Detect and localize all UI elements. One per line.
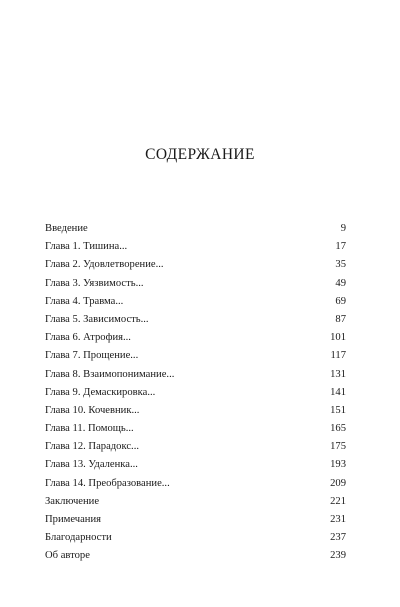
toc-entry: [45, 220, 346, 238]
toc-entry-label: Глава 3. Уязвимость...: [45, 277, 144, 289]
toc-entry-label: Глава 1. Тишина...: [45, 241, 128, 253]
toc-entry-label: Глава 5. Зависимость...: [45, 313, 149, 325]
toc-entry-label: Глава 2. Удовлетворение...: [45, 259, 164, 271]
toc-entry-label: Глава 13. Удаленка...: [45, 459, 138, 471]
toc-entry-page: 221: [330, 495, 346, 507]
toc-entry: [45, 366, 346, 384]
toc-entry: [45, 347, 346, 365]
toc-entry-label: Глава 7. Прощение...: [45, 350, 139, 362]
toc-entry-label: Глава 11. Помощь...: [45, 423, 134, 435]
toc-entry: [45, 256, 346, 274]
toc-entry: [45, 384, 346, 402]
toc-entry-page: 49: [335, 277, 346, 289]
toc-entry-label: Глава 9. Демаскировка...: [45, 386, 156, 398]
toc-entry: [45, 511, 346, 529]
toc-entry-page: 237: [330, 532, 346, 544]
toc-entry: [45, 275, 346, 293]
toc-entry-label: Заключение: [45, 495, 100, 507]
toc-entry-label: Глава 8. Взаимопонимание...: [45, 368, 175, 380]
toc-entry: [45, 493, 346, 511]
toc-entry-page: 9: [340, 223, 346, 234]
toc-entry-page: 151: [330, 404, 346, 416]
toc-entry: [45, 475, 346, 493]
toc-entry-page: 117: [330, 350, 346, 362]
toc-entry-page: 175: [330, 441, 346, 453]
toc-entry-page: 101: [330, 332, 346, 344]
toc-entry-label: Глава 10. Кочевник...: [45, 404, 140, 416]
toc-entry: [45, 293, 346, 311]
toc-entry-label: Глава 4. Травма...: [45, 295, 124, 307]
toc-entry: [45, 438, 346, 456]
toc-entry-page: 17: [335, 241, 346, 253]
toc-entry-label: Глава 14. Преобразование...: [45, 477, 170, 489]
toc-entry-page: 87: [335, 313, 346, 325]
toc-entry: [45, 456, 346, 474]
toc-entry: [45, 329, 346, 347]
toc-entry-page: 209: [330, 477, 346, 489]
toc-entry-page: 131: [330, 368, 346, 380]
toc-entry: [45, 420, 346, 438]
toc-entry-page: 165: [330, 423, 346, 435]
toc-entry: [45, 238, 346, 256]
toc-entry-page: 193: [330, 459, 346, 471]
toc-entry-page: 239: [330, 550, 346, 562]
toc-entry-page: 141: [330, 386, 346, 398]
toc-entry: [45, 311, 346, 329]
toc-entry-page: 69: [335, 295, 346, 307]
toc-entry-label: Примечания: [45, 514, 101, 525]
page-title: СОДЕРЖАНИЕ: [145, 146, 255, 163]
toc-entry: [45, 547, 346, 565]
toc-entry-page: 35: [335, 259, 346, 271]
toc-entry-label: Введение: [45, 223, 88, 234]
toc-entry-label: Об авторе: [45, 550, 90, 562]
toc-entry-label: Благодарности: [45, 532, 112, 544]
toc-entry-label: Глава 6. Атрофия...: [45, 332, 131, 344]
toc-entry: [45, 529, 346, 547]
toc-entry: [45, 402, 346, 420]
toc-entry-label: Глава 12. Парадокс...: [45, 441, 139, 453]
table-of-contents: [45, 220, 346, 566]
toc-entry-page: 231: [330, 514, 346, 525]
